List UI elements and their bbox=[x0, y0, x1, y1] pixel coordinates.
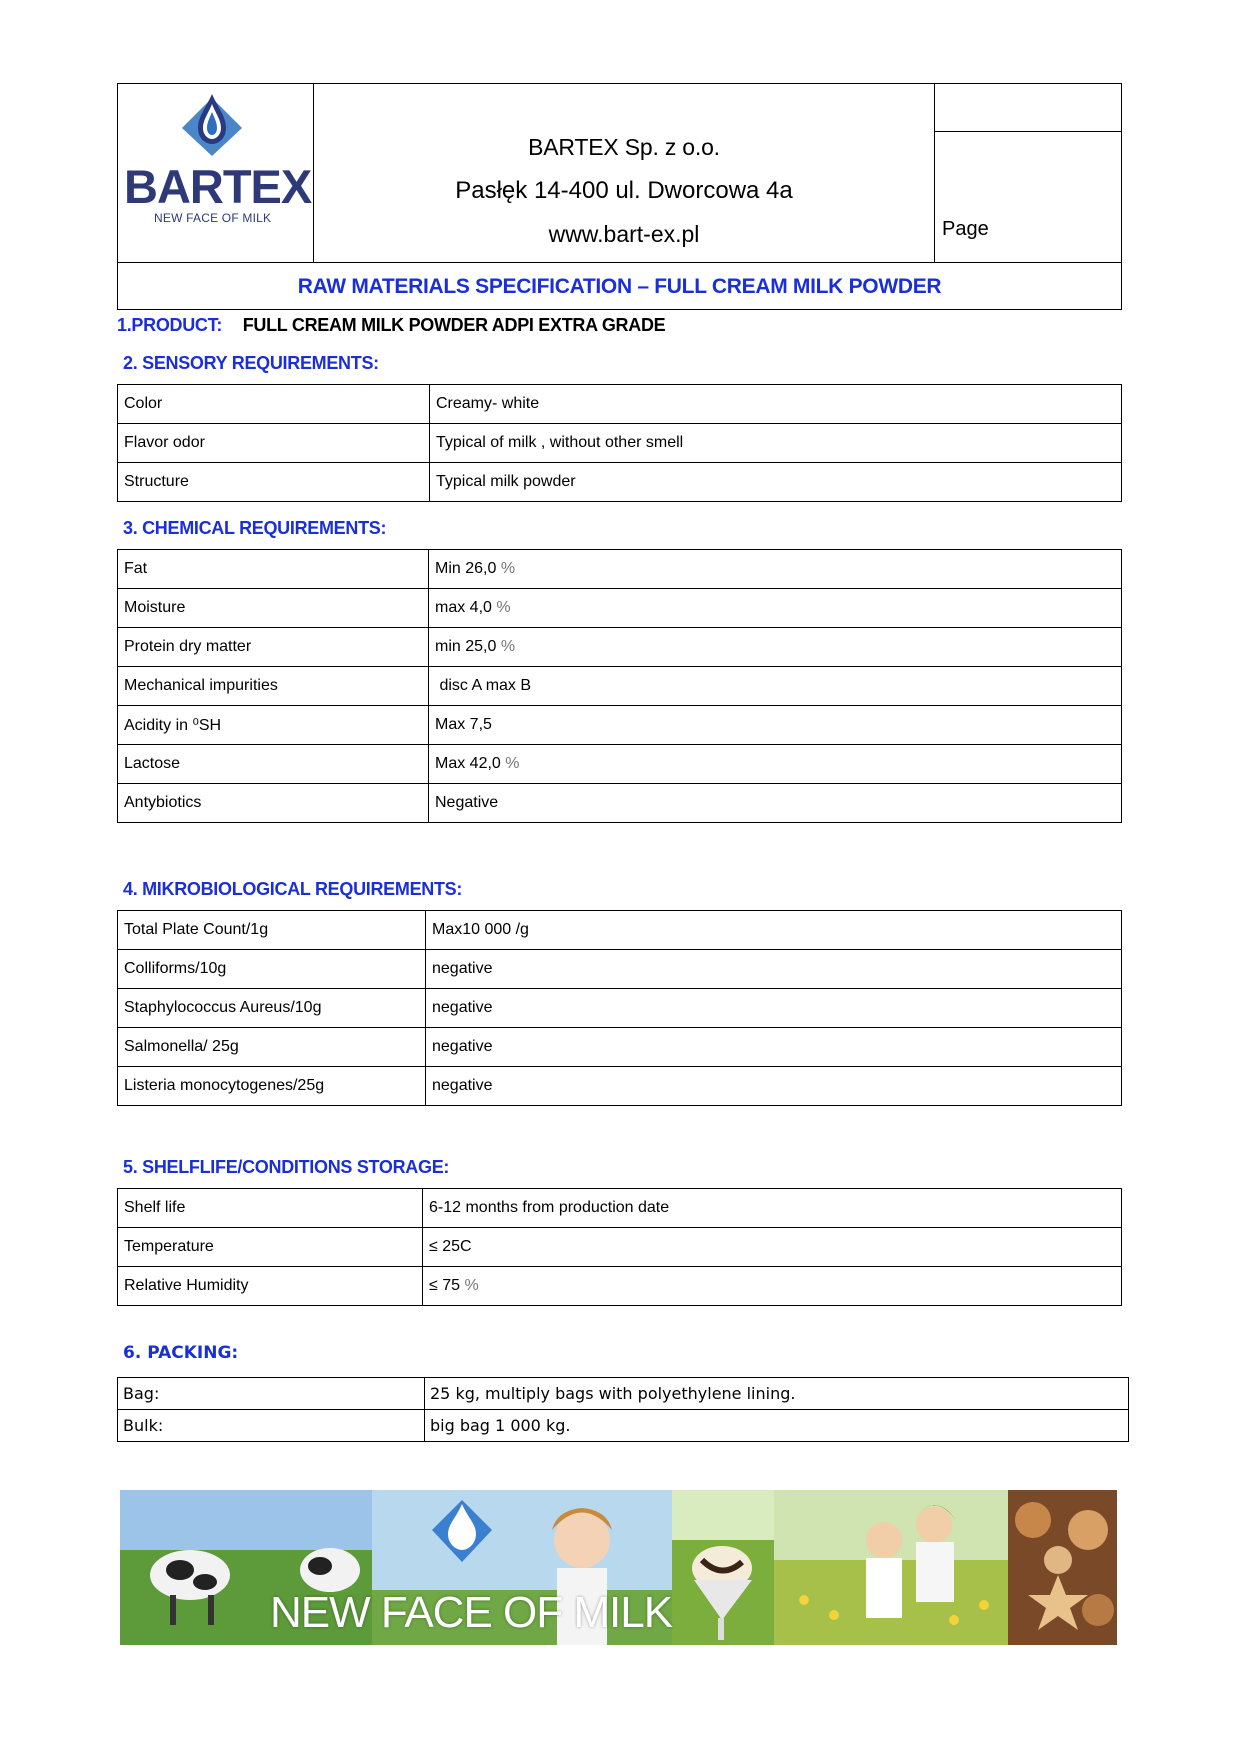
row-name: Mechanical impurities bbox=[118, 667, 429, 706]
row-value-text: Min 26,0 bbox=[435, 560, 497, 577]
mother-and-child-photo bbox=[774, 1490, 1008, 1645]
row-value-text: ≤ 75 bbox=[429, 1277, 461, 1294]
row-value: negative bbox=[426, 989, 1122, 1028]
milk-drop-logo-icon bbox=[180, 90, 244, 158]
row-value bbox=[429, 628, 1122, 667]
row-name: Lactose bbox=[118, 745, 429, 784]
row-name: Staphylococcus Aureus/10g bbox=[118, 989, 426, 1028]
product-value: FULL CREAM MILK POWDER ADPI EXTRA GRADE bbox=[242, 315, 666, 335]
page-top-cell bbox=[935, 84, 1121, 132]
microbiological-heading: 4. MIKROBIOLOGICAL REQUIREMENTS: bbox=[123, 879, 463, 899]
row-name: Total Plate Count/1g bbox=[118, 911, 426, 950]
table-row bbox=[118, 550, 1122, 589]
table-row bbox=[118, 706, 1122, 745]
row-name: Fat bbox=[118, 550, 429, 589]
table-row bbox=[118, 1410, 1129, 1442]
row-value bbox=[429, 589, 1122, 628]
document-title: RAW MATERIALS SPECIFICATION – FULL CREAM MILK POWDER bbox=[118, 262, 1121, 310]
row-value-text: Max 42,0 bbox=[435, 755, 501, 772]
company-name: BARTEX Sp. z o.o. bbox=[528, 134, 720, 160]
row-value bbox=[423, 1267, 1122, 1306]
table-row bbox=[118, 628, 1122, 667]
table-row bbox=[118, 1267, 1122, 1306]
row-value bbox=[429, 706, 1122, 745]
row-value: negative bbox=[426, 950, 1122, 989]
row-name: Listeria monocytogenes/25g bbox=[118, 1067, 426, 1106]
row-name: Structure bbox=[118, 463, 430, 502]
table-row bbox=[118, 1228, 1122, 1267]
table-row bbox=[118, 950, 1122, 989]
table-row bbox=[118, 424, 1122, 463]
row-value bbox=[429, 784, 1122, 823]
table-row bbox=[118, 1067, 1122, 1106]
table-row bbox=[118, 463, 1122, 502]
table-row bbox=[118, 1378, 1129, 1410]
row-unit: % bbox=[500, 560, 516, 577]
logo-tagline: NEW FACE OF MILK bbox=[154, 211, 272, 225]
chemical-heading: 3. CHEMICAL REQUIREMENTS: bbox=[123, 518, 387, 538]
row-name: Moisture bbox=[118, 589, 429, 628]
packing-table bbox=[117, 1377, 1129, 1442]
ice-cream-photo bbox=[672, 1490, 774, 1645]
table-row bbox=[118, 745, 1122, 784]
footer-banner bbox=[120, 1490, 1117, 1645]
table-row bbox=[118, 1028, 1122, 1067]
row-name: Colliforms/10g bbox=[118, 950, 426, 989]
row-name: Temperature bbox=[118, 1228, 423, 1267]
logo-cell bbox=[118, 84, 314, 262]
page-cell bbox=[935, 84, 1121, 262]
table-row bbox=[118, 667, 1122, 706]
row-value: big bag 1 000 kg. bbox=[425, 1410, 1129, 1442]
row-name: Protein dry matter bbox=[118, 628, 429, 667]
chemical-table bbox=[117, 549, 1122, 823]
table-row bbox=[118, 385, 1122, 424]
row-value: Creamy- white bbox=[430, 385, 1122, 424]
banner-slogan: NEW FACE OF MILK bbox=[270, 1588, 673, 1637]
table-row bbox=[118, 911, 1122, 950]
product-line bbox=[117, 315, 665, 336]
row-value bbox=[429, 745, 1122, 784]
row-value-text: min 25,0 bbox=[435, 638, 497, 655]
row-value-text: ≤ 25C bbox=[429, 1238, 472, 1255]
table-row bbox=[118, 1189, 1122, 1228]
row-value: Typical of milk , without other smell bbox=[430, 424, 1122, 463]
row-name: Color bbox=[118, 385, 430, 424]
row-value-text: disc A max B bbox=[435, 677, 532, 694]
table-row bbox=[118, 589, 1122, 628]
row-value-text: Max 7,5 bbox=[435, 716, 492, 733]
microbiological-table bbox=[117, 910, 1122, 1106]
row-value: negative bbox=[426, 1028, 1122, 1067]
company-address: Pasłęk 14-400 ul. Dworcowa 4a bbox=[455, 177, 793, 204]
sensory-heading: 2. SENSORY REQUIREMENTS: bbox=[123, 353, 379, 373]
packing-heading: 6. PACKING: bbox=[123, 1343, 239, 1363]
row-unit: % bbox=[496, 599, 511, 616]
table-row bbox=[118, 784, 1122, 823]
row-name: Flavor odor bbox=[118, 424, 430, 463]
storage-heading: 5. SHELFLIFE/CONDITIONS STORAGE: bbox=[123, 1157, 450, 1177]
row-unit: % bbox=[464, 1277, 479, 1294]
logo-wordmark: BARTEX bbox=[124, 160, 312, 213]
company-website[interactable]: www.bart-ex.pl bbox=[548, 221, 700, 247]
row-name: Bag: bbox=[118, 1378, 425, 1410]
row-unit: % bbox=[505, 755, 520, 772]
row-name: Shelf life bbox=[118, 1189, 423, 1228]
page-label: Page bbox=[942, 218, 989, 240]
sensory-table bbox=[117, 384, 1122, 502]
row-name: Salmonella/ 25g bbox=[118, 1028, 426, 1067]
row-unit: % bbox=[500, 638, 516, 655]
row-value: Max10 000 /g bbox=[426, 911, 1122, 950]
storage-table bbox=[117, 1188, 1122, 1306]
row-value bbox=[423, 1189, 1122, 1228]
company-cell bbox=[314, 84, 935, 262]
row-name: Antybiotics bbox=[118, 784, 429, 823]
row-value-text: max 4,0 bbox=[435, 599, 492, 616]
row-value: negative bbox=[426, 1067, 1122, 1106]
row-name: Relative Humidity bbox=[118, 1267, 423, 1306]
row-value-text: 6-12 months from production date bbox=[429, 1199, 670, 1216]
row-value bbox=[429, 550, 1122, 589]
product-label: 1.PRODUCT: bbox=[117, 315, 223, 335]
row-name: Bulk: bbox=[118, 1410, 425, 1442]
document-header bbox=[117, 83, 1122, 310]
table-row bbox=[118, 989, 1122, 1028]
row-value bbox=[429, 667, 1122, 706]
row-value-text: Negative bbox=[435, 794, 499, 811]
row-value bbox=[423, 1228, 1122, 1267]
cookies-photo bbox=[1008, 1490, 1117, 1645]
row-value: 25 kg, multiply bags with polyethylene lining. bbox=[425, 1378, 1129, 1410]
row-value: Typical milk powder bbox=[430, 463, 1122, 502]
row-name: Acidity in ⁰SH bbox=[118, 706, 429, 745]
